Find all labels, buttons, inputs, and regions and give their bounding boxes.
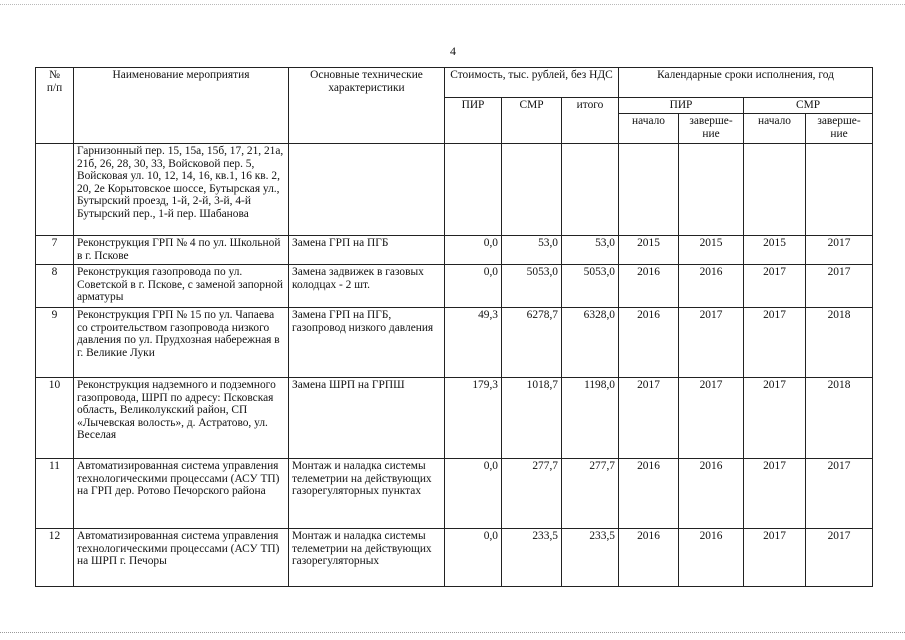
row-pir-start-cell	[619, 144, 679, 236]
header-cost: Стоимость, тыс. рублей, без НДС	[445, 68, 619, 98]
row-pir-end-cell: 2016	[679, 529, 744, 587]
table-row	[36, 378, 873, 459]
row-smr-end-cell: 2017	[806, 459, 873, 529]
row-pir-cell: 49,3	[445, 308, 502, 378]
row-smr-end-cell: 2017	[806, 529, 873, 587]
row-smr-end-cell: 2018	[806, 378, 873, 459]
row-smr-cell: 277,7	[502, 459, 562, 529]
row-name-cell: Реконструкция ГРП № 15 по ул. Чапаева со строительством газопровода низкого давления по ул. Прудхозная набережная в г. Великие Луки	[74, 308, 289, 378]
row-pir-cell: 0,0	[445, 529, 502, 587]
row-num-cell: 11	[36, 459, 74, 529]
row-name-cell: Гарнизонный пер. 15, 15а, 15б, 17, 21, 21а, 21б, 26, 28, 30, 33, Войсковой пер. 5, Войсковая ул. 10, 12, 14, 16, кв.1, 16 кв. 2, 20, 2е Корытовское шоссе, Бутырская ул., Бутырский проезд, 1-й, 2-й, 3-й, 4-й Бутырский пер., 1-й пер. Шабанова	[74, 144, 289, 236]
row-pir-cell: 0,0	[445, 236, 502, 265]
header-row-1	[36, 68, 873, 98]
row-name-cell: Реконструкция надземного и подземного газопровода, ШРП по адресу: Псковская область, Великолукский район, СП «Лычевская волость», д. Астратово, ул. Веселая	[74, 378, 289, 459]
table-row	[36, 308, 873, 378]
table-row	[36, 265, 873, 308]
row-num-cell: 9	[36, 308, 74, 378]
row-pir-end-cell: 2017	[679, 378, 744, 459]
header-cal-smr: СМР	[744, 98, 873, 114]
row-tech-cell: Монтаж и наладка системы телеметрии на действующих газорегуляторных пунктах	[289, 459, 445, 529]
row-pir-start-cell: 2016	[619, 265, 679, 308]
row-name-cell: Реконструкция газопровода по ул. Советской в г. Пскове, с заменой запорной арматуры	[74, 265, 289, 308]
row-name-cell: Реконструкция ГРП № 4 по ул. Школьной в г. Пскове	[74, 236, 289, 265]
row-tech-cell: Замена ГРП на ПГБ	[289, 236, 445, 265]
row-num-cell: 10	[36, 378, 74, 459]
row-smr-end-cell: 2018	[806, 308, 873, 378]
table-row	[36, 529, 873, 587]
table-row	[36, 236, 873, 265]
row-total-cell: 5053,0	[562, 265, 619, 308]
row-num-cell	[36, 144, 74, 236]
page-number: 4	[450, 44, 456, 58]
row-smr-cell: 53,0	[502, 236, 562, 265]
row-smr-cell: 233,5	[502, 529, 562, 587]
header-tech: Основные технические характеристики	[289, 68, 445, 144]
scan-edge-top	[0, 4, 905, 5]
measures-table	[35, 67, 873, 587]
row-tech-cell	[289, 144, 445, 236]
row-smr-start-cell: 2017	[744, 529, 806, 587]
row-smr-start-cell	[744, 144, 806, 236]
row-tech-cell: Замена задвижек в газовых колодцах - 2 шт.	[289, 265, 445, 308]
row-tech-cell: Замена ГРП на ПГБ, газопровод низкого давления	[289, 308, 445, 378]
header-pir-end: заверше- ние	[679, 114, 744, 144]
row-pir-end-cell	[679, 144, 744, 236]
header-cost-smr: СМР	[502, 98, 562, 144]
row-total-cell	[562, 144, 619, 236]
row-smr-cell: 5053,0	[502, 265, 562, 308]
row-smr-cell: 6278,7	[502, 308, 562, 378]
row-total-cell: 1198,0	[562, 378, 619, 459]
row-smr-cell	[502, 144, 562, 236]
row-tech-cell: Замена ШРП на ГРПШ	[289, 378, 445, 459]
row-smr-end-cell: 2017	[806, 236, 873, 265]
row-total-cell: 6328,0	[562, 308, 619, 378]
table-row	[36, 459, 873, 529]
header-cost-total: итого	[562, 98, 619, 144]
row-smr-start-cell: 2017	[744, 308, 806, 378]
row-pir-start-cell: 2016	[619, 308, 679, 378]
header-smr-start: начало	[744, 114, 806, 144]
row-pir-start-cell: 2016	[619, 529, 679, 587]
row-smr-start-cell: 2017	[744, 265, 806, 308]
table-row	[36, 144, 873, 236]
row-num-cell: 12	[36, 529, 74, 587]
row-num-cell: 8	[36, 265, 74, 308]
row-total-cell: 277,7	[562, 459, 619, 529]
row-smr-start-cell: 2015	[744, 236, 806, 265]
row-num-cell: 7	[36, 236, 74, 265]
row-pir-cell	[445, 144, 502, 236]
header-cal-pir: ПИР	[619, 98, 744, 114]
scan-edge-bottom	[0, 632, 905, 633]
row-smr-cell: 1018,7	[502, 378, 562, 459]
row-pir-cell: 179,3	[445, 378, 502, 459]
row-pir-start-cell: 2016	[619, 459, 679, 529]
row-pir-start-cell: 2017	[619, 378, 679, 459]
row-pir-end-cell: 2017	[679, 308, 744, 378]
row-total-cell: 233,5	[562, 529, 619, 587]
row-pir-cell: 0,0	[445, 265, 502, 308]
header-name: Наименование мероприятия	[74, 68, 289, 144]
row-pir-start-cell: 2015	[619, 236, 679, 265]
header-num: № п/п	[36, 68, 74, 144]
row-smr-start-cell: 2017	[744, 459, 806, 529]
row-smr-start-cell: 2017	[744, 378, 806, 459]
row-pir-cell: 0,0	[445, 459, 502, 529]
row-pir-end-cell: 2015	[679, 236, 744, 265]
row-smr-end-cell	[806, 144, 873, 236]
row-smr-end-cell: 2017	[806, 265, 873, 308]
row-pir-end-cell: 2016	[679, 459, 744, 529]
header-smr-end: заверше- ние	[806, 114, 873, 144]
row-tech-cell: Монтаж и наладка системы телеметрии на действующих газорегуляторных	[289, 529, 445, 587]
header-calendar: Календарные сроки исполнения, год	[619, 68, 873, 98]
header-pir-start: начало	[619, 114, 679, 144]
header-cost-pir: ПИР	[445, 98, 502, 144]
row-name-cell: Автоматизированная система управления технологическими процессами (АСУ ТП) на ГРП дер. Ротово Печорского района	[74, 459, 289, 529]
row-pir-end-cell: 2016	[679, 265, 744, 308]
row-name-cell: Автоматизированная система управления технологическими процессами (АСУ ТП) на ШРП г. Печоры	[74, 529, 289, 587]
row-total-cell: 53,0	[562, 236, 619, 265]
